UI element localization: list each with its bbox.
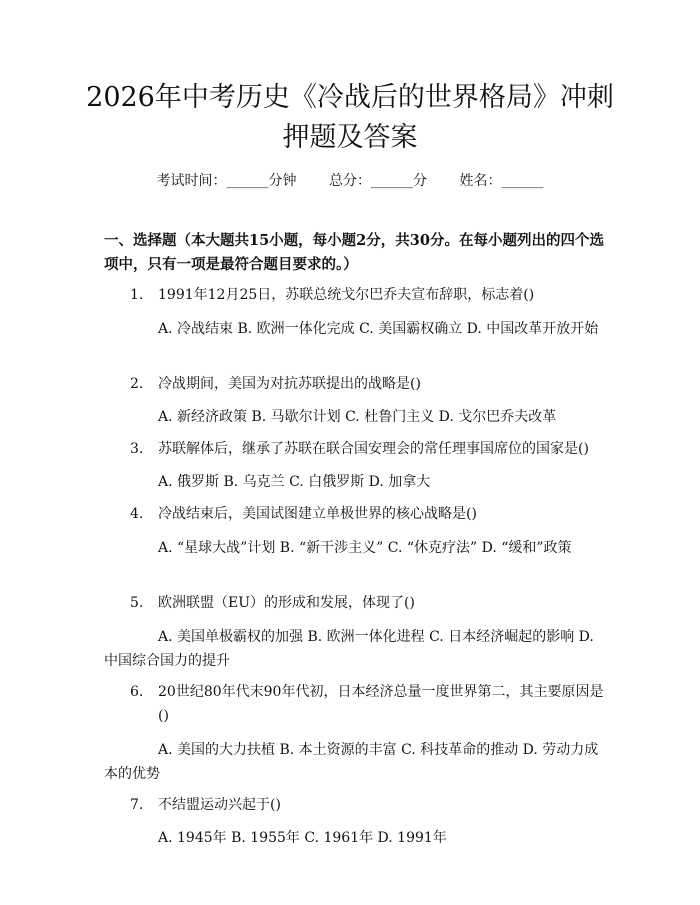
exam-total-score: 总分：______分 xyxy=(329,173,427,189)
title-line-2: 押题及答案 xyxy=(282,122,418,153)
question-7-options: A. 1945年 B. 1955年 C. 1961年 D. 1991年 xyxy=(158,830,447,846)
question-2 xyxy=(104,372,604,396)
question-number: 7. xyxy=(130,797,144,813)
question-stem: 欧洲联盟（EU）的形成和发展，体现了() xyxy=(158,595,415,611)
question-number: 3. xyxy=(130,441,144,457)
question-7 xyxy=(104,793,604,817)
exam-time: 考试时间：______分钟 xyxy=(156,173,297,189)
question-6 xyxy=(104,680,604,728)
question-1 xyxy=(104,283,604,307)
question-stem: 1991年12月25日，苏联总统戈尔巴乔夫宣布辞职，标志着() xyxy=(158,287,535,303)
question-3-options: A. 俄罗斯 B. 乌克兰 C. 白俄罗斯 D. 加拿大 xyxy=(158,474,431,490)
question-4-options: A. “星球大战”计划 B. “新干涉主义” C. “休克疗法” D. “缓和”政策 xyxy=(158,540,572,556)
question-stem: 冷战结束后，美国试图建立单极世界的核心战略是() xyxy=(158,506,477,522)
question-stem: 20世纪80年代末90年代初，日本经济总量一度世界第二，其主要原因是() xyxy=(158,684,604,724)
question-stem: 不结盟运动兴起于() xyxy=(158,797,281,813)
question-2-options: A. 新经济政策 B. 马歇尔计划 C. 杜鲁门主义 D. 戈尔巴乔夫改革 xyxy=(158,409,557,425)
question-3 xyxy=(104,437,604,461)
question-number: 5. xyxy=(130,595,144,611)
question-5 xyxy=(104,591,604,615)
exam-name: 姓名：______ xyxy=(459,173,544,189)
question-6-options: A. 美国的大力扶植 B. 本土资源的丰富 C. 科技革命的推动 D. 劳动力成本的优势 xyxy=(104,742,599,782)
question-number: 1. xyxy=(130,287,144,303)
document-title xyxy=(60,78,640,158)
exam-meta xyxy=(0,170,700,190)
question-stem: 冷战期间，美国为对抗苏联提出的战略是() xyxy=(158,376,421,392)
question-number: 4. xyxy=(130,506,144,522)
title-line-1: 2026年中考历史《冷战后的世界格局》冲刺 xyxy=(86,82,614,113)
section-heading: 一、选择题（本大题共15小题，每小题2分，共30分。在每小题列出的四个选项中，只有一项是最符合题目要求的。） xyxy=(104,232,604,273)
question-1-options: A. 冷战结束 B. 欧洲一体化完成 C. 美国霸权确立 D. 中国改革开放开始 xyxy=(158,321,599,337)
question-stem: 苏联解体后，继承了苏联在联合国安理会的常任理事国席位的国家是() xyxy=(158,441,589,457)
question-number: 2. xyxy=(130,376,144,392)
question-number: 6. xyxy=(130,684,144,700)
question-5-options: A. 美国单极霸权的加强 B. 欧洲一体化进程 C. 日本经济崛起的影响 D. 中国综合国力的提升 xyxy=(104,629,594,669)
question-4 xyxy=(104,502,604,526)
